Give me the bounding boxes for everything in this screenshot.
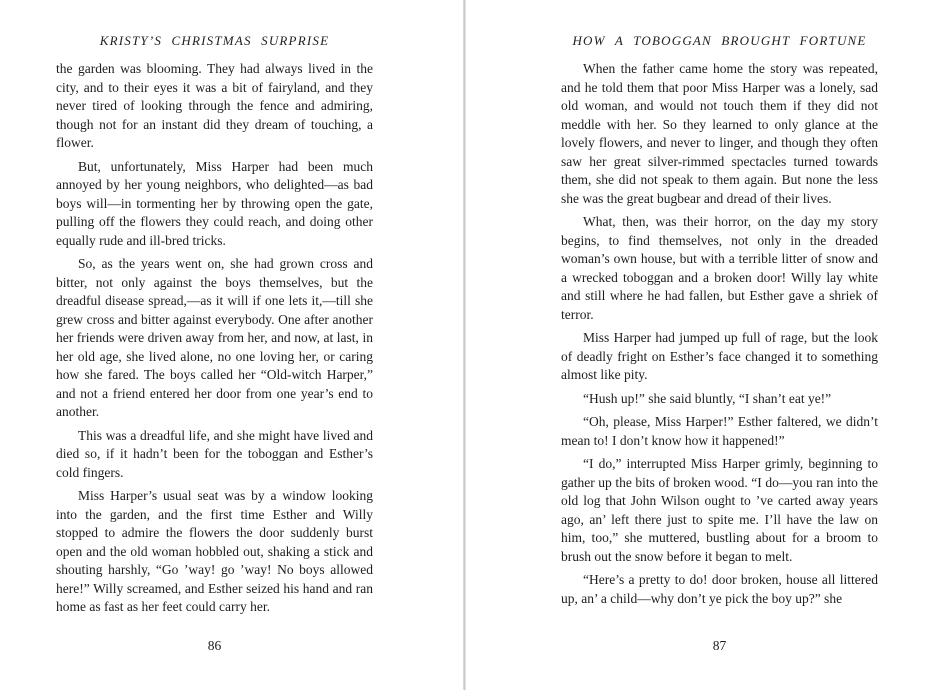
paragraph: What, then, was their horror, on the day my story begins, to find themselves, not only in the dreaded woman’s own house, but with a terrible litter of snow and a wrecked toboggan and a broken door! Willy lay white and still where he had fallen, but Esther gave a shriek of terror.: [561, 214, 878, 322]
paragraph: When the father came home the story was repeated, and he told them that poor Miss Harper was a lonely, sad old woman, and would not touch them if they did not meddle with her. So they learned to only glance at the lovely flowers, and never to linger, and though they often saw her great silver-rimmed spectacles turned towards them, she did not speak to them again. But none the less she was the great bugbear and dread of their lives.: [561, 61, 878, 206]
paragraph: “Here’s a pretty to do! door broken, house all littered up, an’ a child—why don’t ye pick the boy up?” she: [561, 572, 878, 606]
paragraph: “Oh, please, Miss Harper!” Esther faltered, we didn’t mean to! I don’t know how it happened!”: [561, 414, 878, 448]
paragraph: This was a dreadful life, and she might have lived and died so, if it hadn’t been for the toboggan and Esther’s cold fingers.: [56, 427, 373, 480]
right-page-body: [561, 60, 878, 608]
paragraph: “I do,” interrupted Miss Harper grimly, beginning to gather up the bits of broken wood. “I do—you ran into the old log that John Wilson ought to ’ve carted away years ago, an’ left there just to spite me. I’ll have the law on him, too,” she muttered, bustling about for a broom to brush out the snow before it began to melt.: [561, 456, 878, 564]
paragraph: Miss Harper’s usual seat was by a window looking into the garden, and the first time Esther and Willy stopped to admire the flowers the door suddenly burst open and the old woman hobbled out, shaking a stick and shouting harshly, “Go ’way! go ’way! No boys allowed here!” Willy screamed, and Esther seized his hand and ran home as fast as her feet could carry her.: [56, 488, 373, 614]
left-page-body: [56, 60, 373, 617]
right-running-header: HOW A TOBOGGAN BROUGHT FORTUNE: [572, 33, 867, 48]
right-page: [561, 30, 878, 675]
left-page-number: 86: [207, 638, 222, 653]
paragraph: the garden was blooming. They had always lived in the city, and to their eyes it was a bit of fairyland, and they never tired of looking through the fence and admiring, though not for an instant did they dream of touching, a flower.: [56, 61, 373, 150]
paragraph: But, unfortunately, Miss Harper had been much annoyed by her young neighbors, who delighted—as bad boys will—in tormenting her by throwing open the gate, pulling off the flowers they could reach, and doing other equally rude and ill-bred tricks.: [56, 158, 373, 248]
left-page: [56, 30, 373, 675]
page-gutter-divider: [463, 0, 466, 690]
paragraph: Miss Harper had jumped up full of rage, but the look of deadly fright on Esther’s face changed it to something almost like pity.: [561, 330, 878, 382]
right-page-number: 87: [712, 638, 727, 653]
paragraph: “Hush up!” she said bluntly, “I shan’t eat ye!”: [583, 390, 832, 406]
left-running-header: KRISTY’S CHRISTMAS SURPRISE: [99, 33, 330, 48]
paragraph: So, as the years went on, she had grown cross and bitter, not only against the boys themselves, but the dreadful disease spread,—as it will if one lets it,—till she grew cross and bitter against everybody. One after another her friends were driven away from her, and now, at last, in her old age, she lived alone, no one loving her, or caring how she fared. The boys called her “Old-witch Harper,” and not a friend entered her door from one year’s end to another.: [56, 256, 373, 419]
